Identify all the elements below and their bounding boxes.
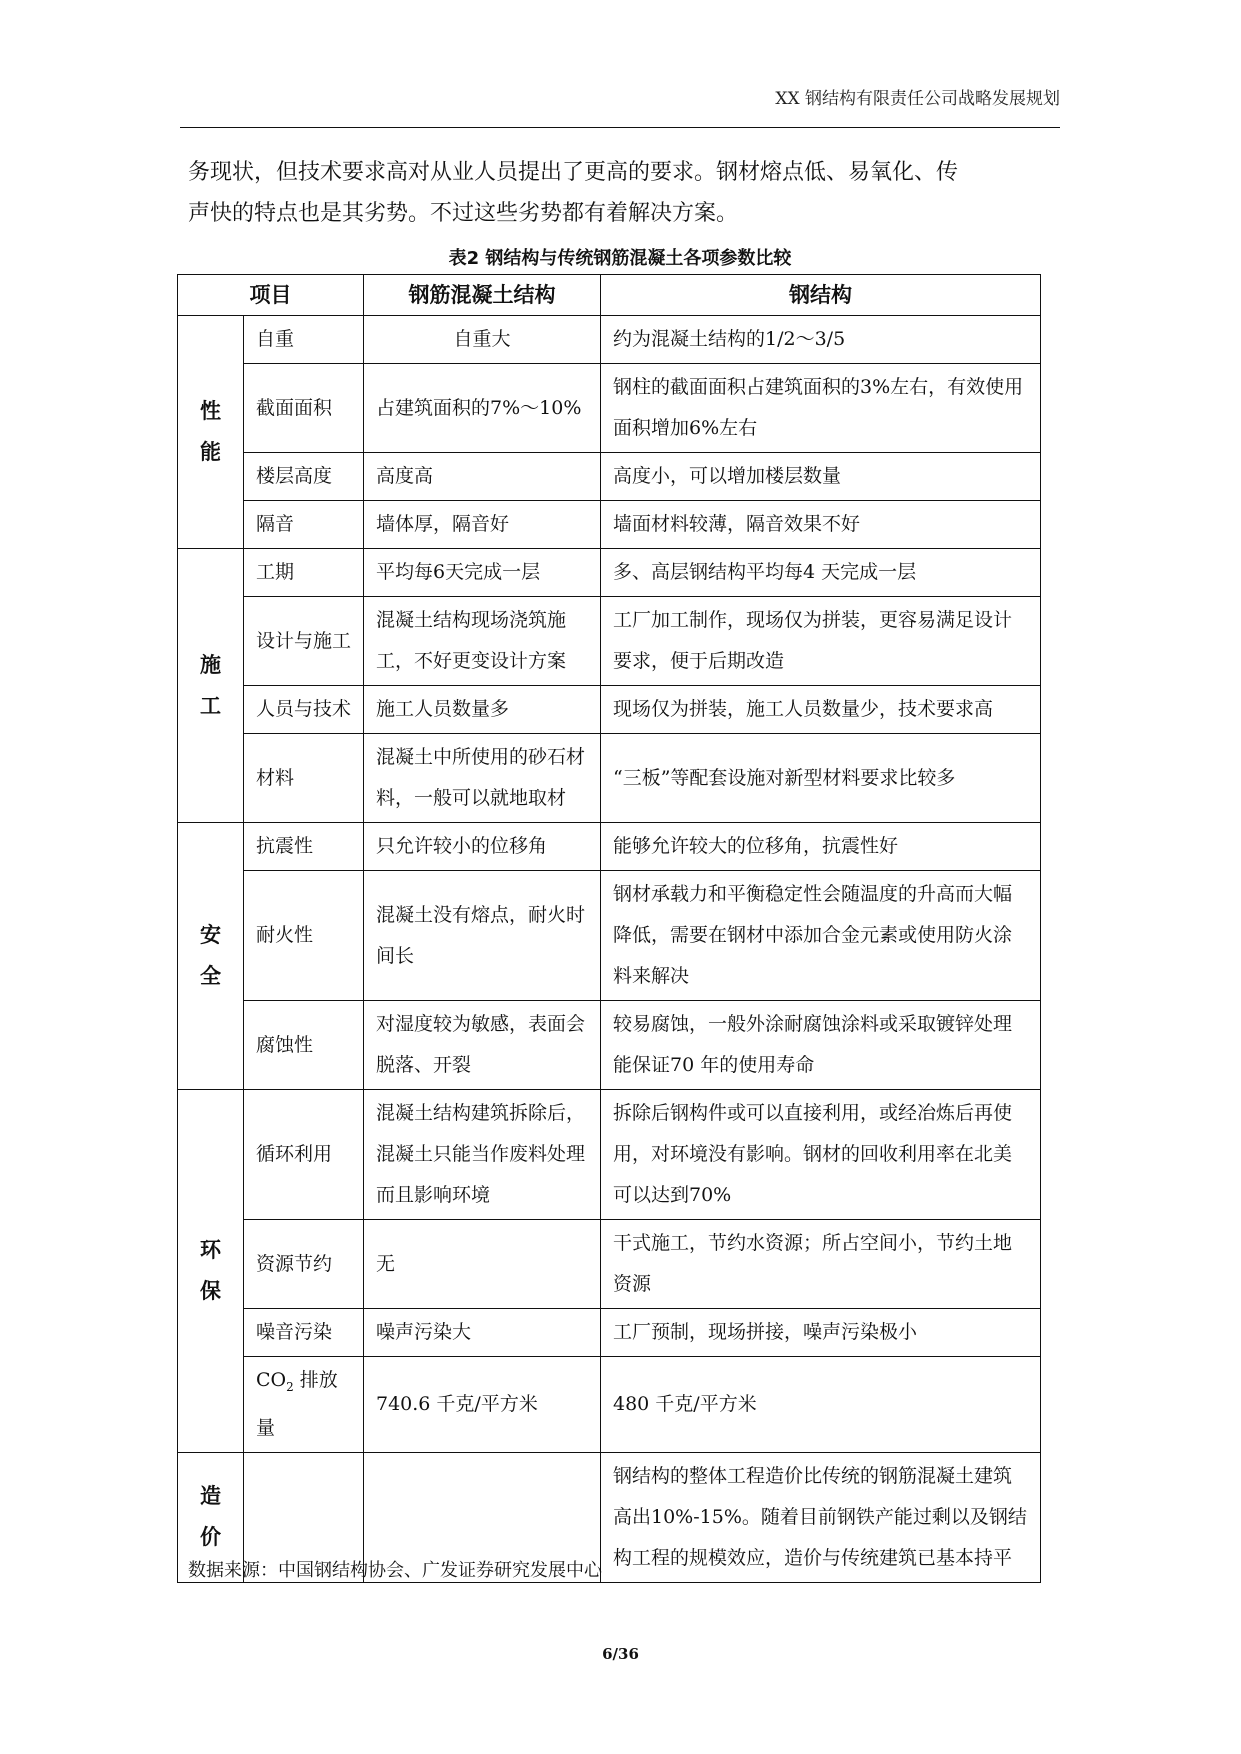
table-row (178, 453, 1041, 501)
row-item: 耐火性 (244, 871, 364, 1001)
category-safety: 安全 (178, 823, 244, 1090)
row-steel: 钢柱的截面面积占建筑面积的3%左右，有效使用面积增加6%左右 (601, 364, 1041, 453)
intro-paragraph (188, 152, 1058, 234)
row-item: 截面面积 (244, 364, 364, 453)
table-row (178, 871, 1041, 1001)
row-concrete: 混凝土结构建筑拆除后，混凝土只能当作废料处理而且影响环境 (364, 1090, 601, 1220)
row-concrete: 无 (364, 1220, 601, 1309)
co2-subscript: 2 (286, 1379, 294, 1394)
row-steel: 较易腐蚀，一般外涂耐腐蚀涂料或采取镀锌处理能保证70 年的使用寿命 (601, 1001, 1041, 1090)
row-item: 设计与施工 (244, 597, 364, 686)
row-steel: 拆除后钢构件或可以直接利用，或经冶炼后再使用，对环境没有影响。钢材的回收利用率在北美可以达到70% (601, 1090, 1041, 1220)
row-item: 自重 (244, 316, 364, 364)
row-steel: 能够允许较大的位移角，抗震性好 (601, 823, 1041, 871)
row-concrete: 混凝土结构现场浇筑施工，不好更变设计方案 (364, 597, 601, 686)
category-performance: 性能 (178, 316, 244, 549)
table-row (178, 1220, 1041, 1309)
row-item: 循环利用 (244, 1090, 364, 1220)
table-caption: 表2 钢结构与传统钢筋混凝土各项参数比较 (448, 248, 792, 269)
table-row (178, 823, 1041, 871)
row-concrete: 只允许较小的位移角 (364, 823, 601, 871)
table-row (178, 1001, 1041, 1090)
row-concrete: 施工人员数量多 (364, 686, 601, 734)
row-steel: 高度小，可以增加楼层数量 (601, 453, 1041, 501)
data-source-note: 数据来源：中国钢结构协会、广发证券研究发展中心 (188, 1560, 602, 1581)
category-construction: 施工 (178, 549, 244, 823)
page-number: 6/36 (602, 1645, 639, 1663)
row-steel: 现场仅为拼装，施工人员数量少，技术要求高 (601, 686, 1041, 734)
row-steel: 钢材承载力和平衡稳定性会随温度的升高而大幅降低，需要在钢材中添加合金元素或使用防火涂料来解决 (601, 871, 1041, 1001)
table-row (178, 734, 1041, 823)
table-row (178, 549, 1041, 597)
row-concrete: 混凝土中所使用的砂石材料，一般可以就地取材 (364, 734, 601, 823)
row-concrete: 自重大 (364, 316, 601, 364)
row-concrete: 高度高 (364, 453, 601, 501)
header-rule (180, 127, 1060, 128)
table-row (178, 364, 1041, 453)
intro-line-1: 务现状，但技术要求高对从业人员提出了更高的要求。钢材熔点低、易氧化、传 (188, 160, 959, 185)
document-header-title: XX 钢结构有限责任公司战略发展规划 (775, 89, 1060, 109)
row-steel: 约为混凝土结构的1/2～3/5 (601, 316, 1041, 364)
table-row (178, 597, 1041, 686)
row-item: 腐蚀性 (244, 1001, 364, 1090)
row-steel: 多、高层钢结构平均每4 天完成一层 (601, 549, 1041, 597)
row-concrete: 占建筑面积的7%～10% (364, 364, 601, 453)
row-steel: 工厂加工制作，现场仅为拼装，更容易满足设计要求，便于后期改造 (601, 597, 1041, 686)
table-row (178, 1357, 1041, 1453)
row-steel: 墙面材料较薄，隔音效果不好 (601, 501, 1041, 549)
co2-suffix: 排放量 (256, 1369, 338, 1439)
row-item: 工期 (244, 549, 364, 597)
comparison-table (177, 274, 1041, 1583)
co2-prefix: CO (256, 1369, 287, 1391)
row-item: 材料 (244, 734, 364, 823)
table-row (178, 686, 1041, 734)
row-steel: “三板”等配套设施对新型材料要求比较多 (601, 734, 1041, 823)
header-concrete: 钢筋混凝土结构 (364, 275, 601, 316)
row-item: 隔音 (244, 501, 364, 549)
table-header-row (178, 275, 1041, 316)
table-row (178, 1090, 1041, 1220)
row-item: 楼层高度 (244, 453, 364, 501)
row-steel: 工厂预制，现场拼接，噪声污染极小 (601, 1309, 1041, 1357)
row-concrete: 混凝土没有熔点，耐火时间长 (364, 871, 601, 1001)
table-row (178, 501, 1041, 549)
row-concrete: 墙体厚，隔音好 (364, 501, 601, 549)
row-steel: 480 千克/平方米 (601, 1357, 1041, 1453)
row-concrete: 噪声污染大 (364, 1309, 601, 1357)
row-item: 抗震性 (244, 823, 364, 871)
row-concrete: 740.6 千克/平方米 (364, 1357, 601, 1453)
row-item: 资源节约 (244, 1220, 364, 1309)
category-cost: 造价 (178, 1452, 244, 1582)
row-concrete: 平均每6天完成一层 (364, 549, 601, 597)
header-item: 项目 (178, 275, 364, 316)
table-row (178, 1309, 1041, 1357)
row-item: 噪音污染 (244, 1309, 364, 1357)
category-environment: 环保 (178, 1090, 244, 1453)
row-item: 人员与技术 (244, 686, 364, 734)
header-steel: 钢结构 (601, 275, 1041, 316)
intro-line-2: 声快的特点也是其劣势。不过这些劣势都有着解决方案。 (188, 201, 739, 226)
row-item-co2 (244, 1357, 364, 1453)
table-row (178, 316, 1041, 364)
row-concrete: 对湿度较为敏感，表面会脱落、开裂 (364, 1001, 601, 1090)
row-steel: 钢结构的整体工程造价比传统的钢筋混凝土建筑高出10%-15%。随着目前钢铁产能过剩以及钢结构工程的规模效应，造价与传统建筑已基本持平 (601, 1452, 1041, 1582)
row-steel: 干式施工，节约水资源；所占空间小，节约土地资源 (601, 1220, 1041, 1309)
